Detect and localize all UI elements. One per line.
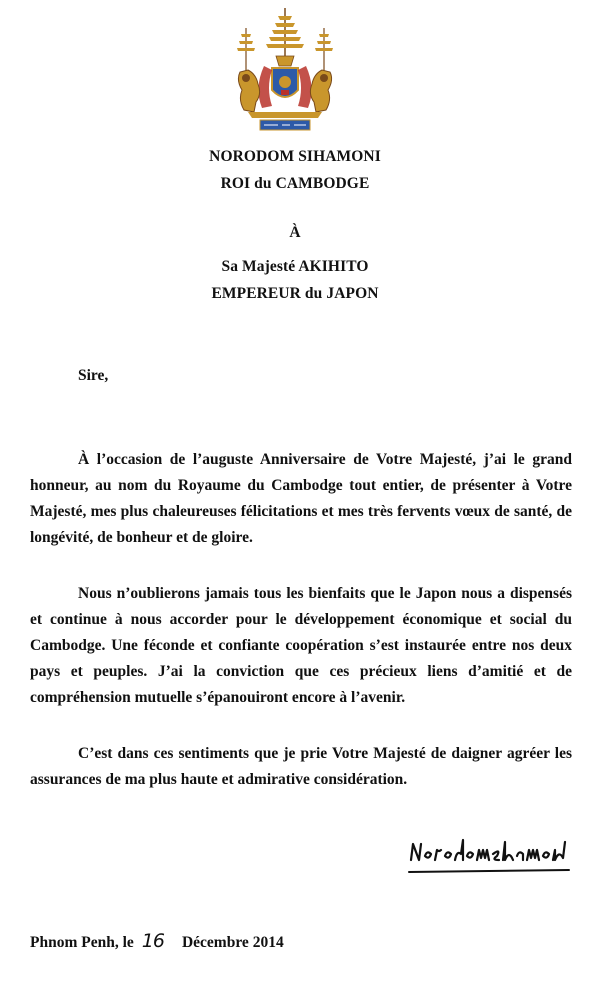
place-label: Phnom Penh, le <box>30 934 134 951</box>
handwritten-day: 16 <box>141 930 164 952</box>
handwritten-signature-icon <box>405 830 573 880</box>
body-paragraph: Nous n’oublierons jamais tous les bienfaits que le Japon nous a dispensés et continue à nous accorder pour le développement économique et social du Cambodge. Une féconde et confiante coopération s’est instaurée entre nos deux pays et peuples. J’ai la conviction que ces précieux liens d’amitié et de compréhension mutuelle s’épanouiront encore à l’avenir. <box>30 585 572 706</box>
recipient-title: EMPEREUR du JAPON <box>211 285 379 302</box>
salutation: Sire, <box>78 367 109 384</box>
sender-name: NORODOM SIHAMONI <box>209 148 381 165</box>
month-year: Décembre 2014 <box>181 934 284 951</box>
addressee-preposition: À <box>289 224 301 241</box>
recipient-name: Sa Majesté AKIHITO <box>221 258 369 275</box>
place-and-date <box>30 930 284 952</box>
body-paragraph: C’est dans ces sentiments que je prie Votre Majesté de daigner agréer les assurances de ma plus haute et admirative considération. <box>30 745 572 788</box>
royal-coat-of-arms-icon <box>234 8 336 134</box>
body-paragraph: À l’occasion de l’auguste Anniversaire de Votre Majesté, j’ai le grand honneur, au nom du Royaume du Cambodge tout entier, de présenter à Votre Majesté, mes plus chaleureuses félicitations et mes très fervents vœux de santé, de longévité, de bonheur et de gloire. <box>30 451 572 546</box>
sender-title: ROI du CAMBODGE <box>220 175 370 192</box>
